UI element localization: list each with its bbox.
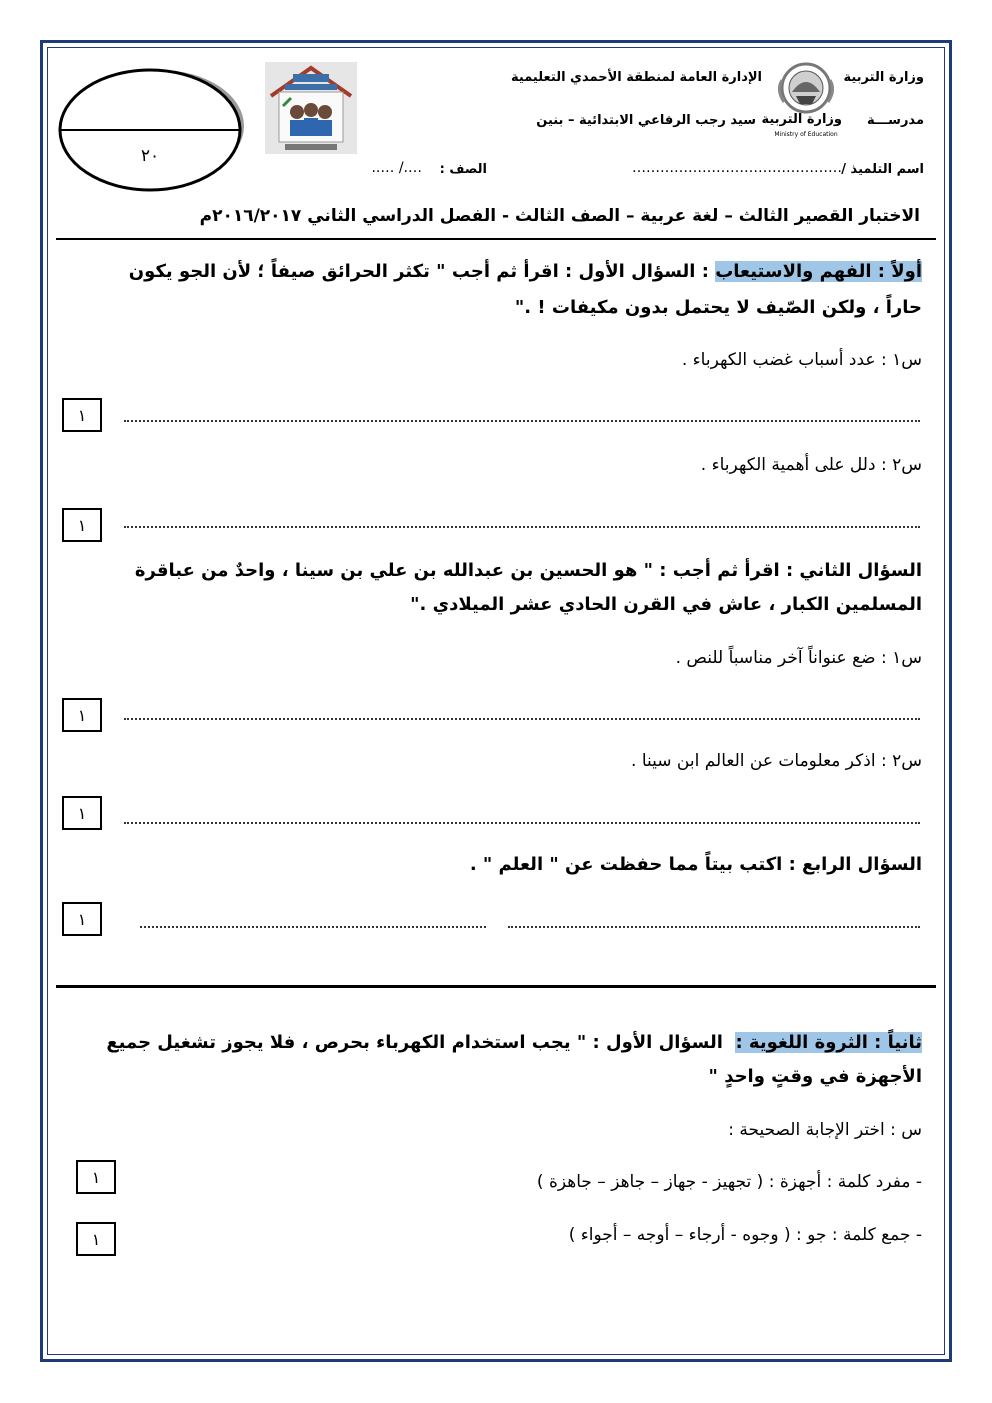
mark-box: ١ (62, 796, 102, 830)
school-label: مدرســـة (866, 113, 924, 128)
section2-instruction: س : اختر الإجابة الصحيحة : (728, 1120, 922, 1140)
school-logo (265, 62, 357, 154)
mark-box: ١ (76, 1222, 116, 1256)
page-border-inner (47, 47, 945, 1355)
section1-q2-line2: المسلمين الكبار ، عاش في القرن الحادي عشر الميلادي ." (410, 594, 922, 615)
section1-heading: أولاً : الفهم والاستيعاب (715, 261, 922, 282)
school-logo-icon (265, 62, 357, 154)
score-oval-icon (56, 62, 248, 194)
emblem-icon (770, 60, 842, 120)
answer-line[interactable] (140, 926, 486, 928)
class-label: الصف : (439, 162, 487, 177)
ministry-emblem (761, 60, 842, 146)
section1-q2-line1: السؤال الثاني : اقرأ ثم أجب : " هو الحسين بن عبدالله بن علي بن سينا ، واحدٌ من عباقرة (134, 560, 922, 581)
answer-line[interactable] (124, 526, 920, 528)
emblem-text-en: Ministry of Education (774, 131, 838, 138)
q2-sub1: س١ : ضع عنواناً آخر مناسباً للنص . (675, 648, 922, 668)
answer-line[interactable] (124, 420, 920, 422)
mark-box: ١ (62, 508, 102, 542)
q1-sub1: س١ : عدد أسباب غضب الكهرباء . (681, 350, 922, 370)
directorate-name: الإدارة العامة لمنطقة الأحمدي التعليمية (511, 70, 762, 85)
section1-q1-line1: : السؤال الأول : اقرأ ثم أجب " تكثر الحرائق صيفاً ؛ لأن الجو يكون (128, 261, 709, 282)
section1-q4: السؤال الرابع : اكتب بيتاً مما حفظت عن " العلم " . (469, 854, 922, 875)
student-name-field[interactable]: ……………………………………… (632, 160, 842, 176)
ministry-name: وزارة التربية (843, 70, 924, 85)
answer-line[interactable] (508, 926, 920, 928)
section1-q1-line2: حاراً ، ولكن الصّيف لا يحتمل بدون مكيفات ! ." (514, 297, 922, 318)
section2-q1-line2: الأجهزة في وقتٍ واحدٍ " (708, 1066, 922, 1087)
section-divider (56, 985, 936, 988)
answer-line[interactable] (124, 718, 920, 720)
emblem-text-ar: وزارة التربية (761, 112, 842, 127)
q1-sub2: س٢ : دلل على أهمية الكهرباء . (700, 455, 922, 475)
exam-title: الاختبار القصير الثالث – لغة عربية – الصف الثالث - الفصل الدراسي الثاني ٢٠١٦/٢٠١٧م (199, 206, 920, 226)
mark-box: ١ (62, 398, 102, 432)
title-divider (56, 238, 936, 240)
mark-box: ١ (76, 1160, 116, 1194)
mark-box: ١ (62, 902, 102, 936)
choice-item-2: - جمع كلمة : جو : ( وجوه - أرجاء – أوجه – أجواء ) (568, 1225, 922, 1245)
student-name-label: اسم التلميذ / (841, 162, 924, 177)
class-field[interactable]: …./ ….. (371, 160, 422, 176)
score-total: ٢٠ (140, 146, 160, 166)
choice-item-1: - مفرد كلمة : أجهزة : ( تجهيز - جهاز – جاهز – جاهزة ) (536, 1172, 922, 1192)
section2-q1-line1: السؤال الأول : " يجب استخدام الكهرباء بحرص ، فلا يجوز تشغيل جميع (106, 1032, 723, 1053)
answer-line[interactable] (124, 822, 920, 824)
score-box (56, 62, 248, 194)
school-name: سيد رجب الرفاعي الابتدائية – بنين (536, 113, 756, 128)
q2-sub2: س٢ : اذكر معلومات عن العالم ابن سينا . (631, 751, 922, 771)
section2-heading: ثانياً : الثروة اللغوية : (735, 1032, 922, 1053)
mark-box: ١ (62, 698, 102, 732)
